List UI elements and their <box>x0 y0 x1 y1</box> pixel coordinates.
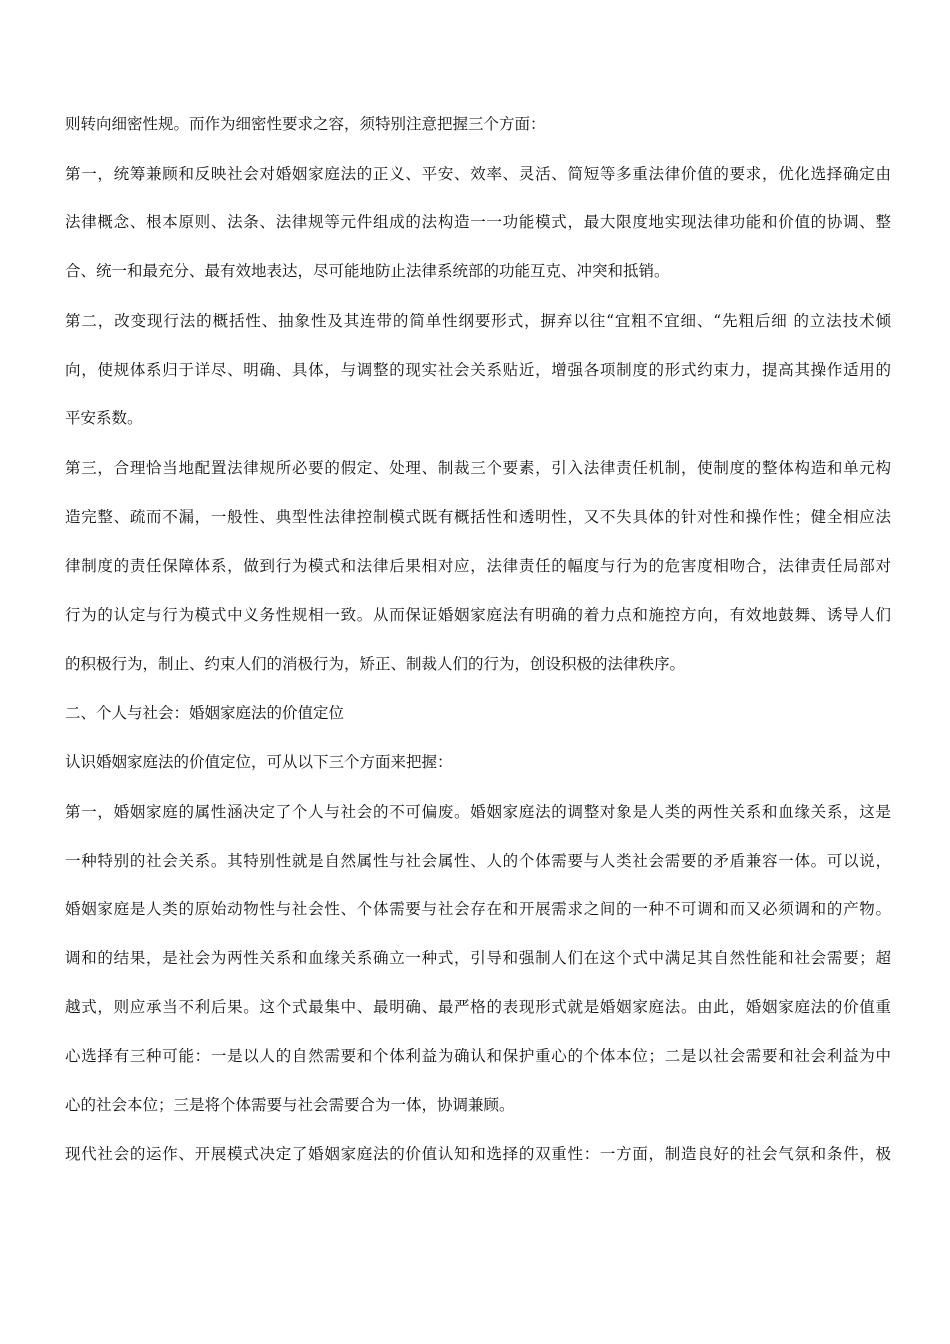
text-line-16: 一种特别的社会关系。其特别性就是自然属性与社会属性、人的个体需要与人类社会需要的矛盾兼容一体。可以说， <box>65 852 891 870</box>
text-line-22: 现代社会的运作、开展模式决定了婚姻家庭法的价值认知和选择的双重性：一方面，制造良好的社会气氛和条件，极 <box>65 1145 891 1163</box>
text-line-14: 认识婚姻家庭法的价值定位，可从以下三个方面来把握： <box>65 753 453 771</box>
text-line-18: 调和的结果，是社会为两性关系和血缘关系确立一种式，引导和强制人们在这个式中满足其自然性能和社会需要；超 <box>65 949 891 967</box>
text-line-5: 第二，改变现行法的概括性、抽象性及其连带的简单性纲要形式，摒弃以往“宜粗不宜细、“先粗后细 的立法技术倾 <box>65 312 891 330</box>
text-line-6: 向，使规体系归于详尽、明确、具体，与调整的现实社会关系贴近，增强各项制度的形式约束力，提高其操作适用的 <box>65 361 891 379</box>
text-line-7: 平安系数。 <box>65 409 143 427</box>
text-line-15: 第一，婚姻家庭的属性涵决定了个人与社会的不可偏废。婚姻家庭法的调整对象是人类的两性关系和血缘关系，这是 <box>65 803 891 821</box>
text-line-19: 越式，则应承当不利后果。这个式最集中、最明确、最严格的表现形式就是婚姻家庭法。由此，婚姻家庭法的价值重 <box>65 998 891 1016</box>
section-heading: 二、个人与社会：婚姻家庭法的价值定位 <box>65 704 345 722</box>
text-line-9: 造完整、疏而不漏，一般性、典型性法律控制模式既有概括性和透明性，又不失具体的针对性和操作性；健全相应法 <box>65 508 891 526</box>
text-line-2: 第一，统筹兼顾和反映社会对婚姻家庭法的正义、平安、效率、灵活、简短等多重法律价值的要求，优化选择确定由 <box>65 165 891 183</box>
text-line-11: 行为的认定与行为模式中义务性规相一致。从而保证婚姻家庭法有明确的着力点和施控方向，有效地鼓舞、诱导人们 <box>65 606 891 624</box>
text-line-21: 心的社会本位；三是将个体需要与社会需要合为一体，协调兼顾。 <box>65 1096 515 1114</box>
text-line-8: 第三，合理恰当地配置法律规所必要的假定、处理、制裁三个要素，引入法律责任机制，使制度的整体构造和单元构 <box>65 459 891 477</box>
text-line-20: 心选择有三种可能：一是以人的自然需要和个体利益为确认和保护重心的个体本位；二是以社会需要和社会利益为中 <box>65 1047 891 1065</box>
text-line-1: 则转向细密性规。而作为细密性要求之容，须特别注意把握三个方面： <box>65 115 546 133</box>
text-line-3: 法律概念、根本原则、法条、法律规等元件组成的法构造一一功能模式，最大限度地实现法律功能和价值的协调、整 <box>65 213 891 231</box>
text-line-17: 婚姻家庭是人类的原始动物性与社会性、个体需要与社会存在和开展需求之间的一种不可调和而又必须调和的产物。 <box>65 900 891 918</box>
text-line-10: 律制度的责任保障体系，做到行为模式和法律后果相对应，法律责任的幅度与行为的危害度相吻合，法律责任局部对 <box>65 557 891 575</box>
text-line-4: 合、统一和最充分、最有效地表达，尽可能地防止法律系统部的功能互克、冲突和抵销。 <box>65 262 670 280</box>
text-line-12: 的积极行为，制止、约束人们的消极行为，矫正、制裁人们的行为，创设积极的法律秩序。 <box>65 655 686 673</box>
